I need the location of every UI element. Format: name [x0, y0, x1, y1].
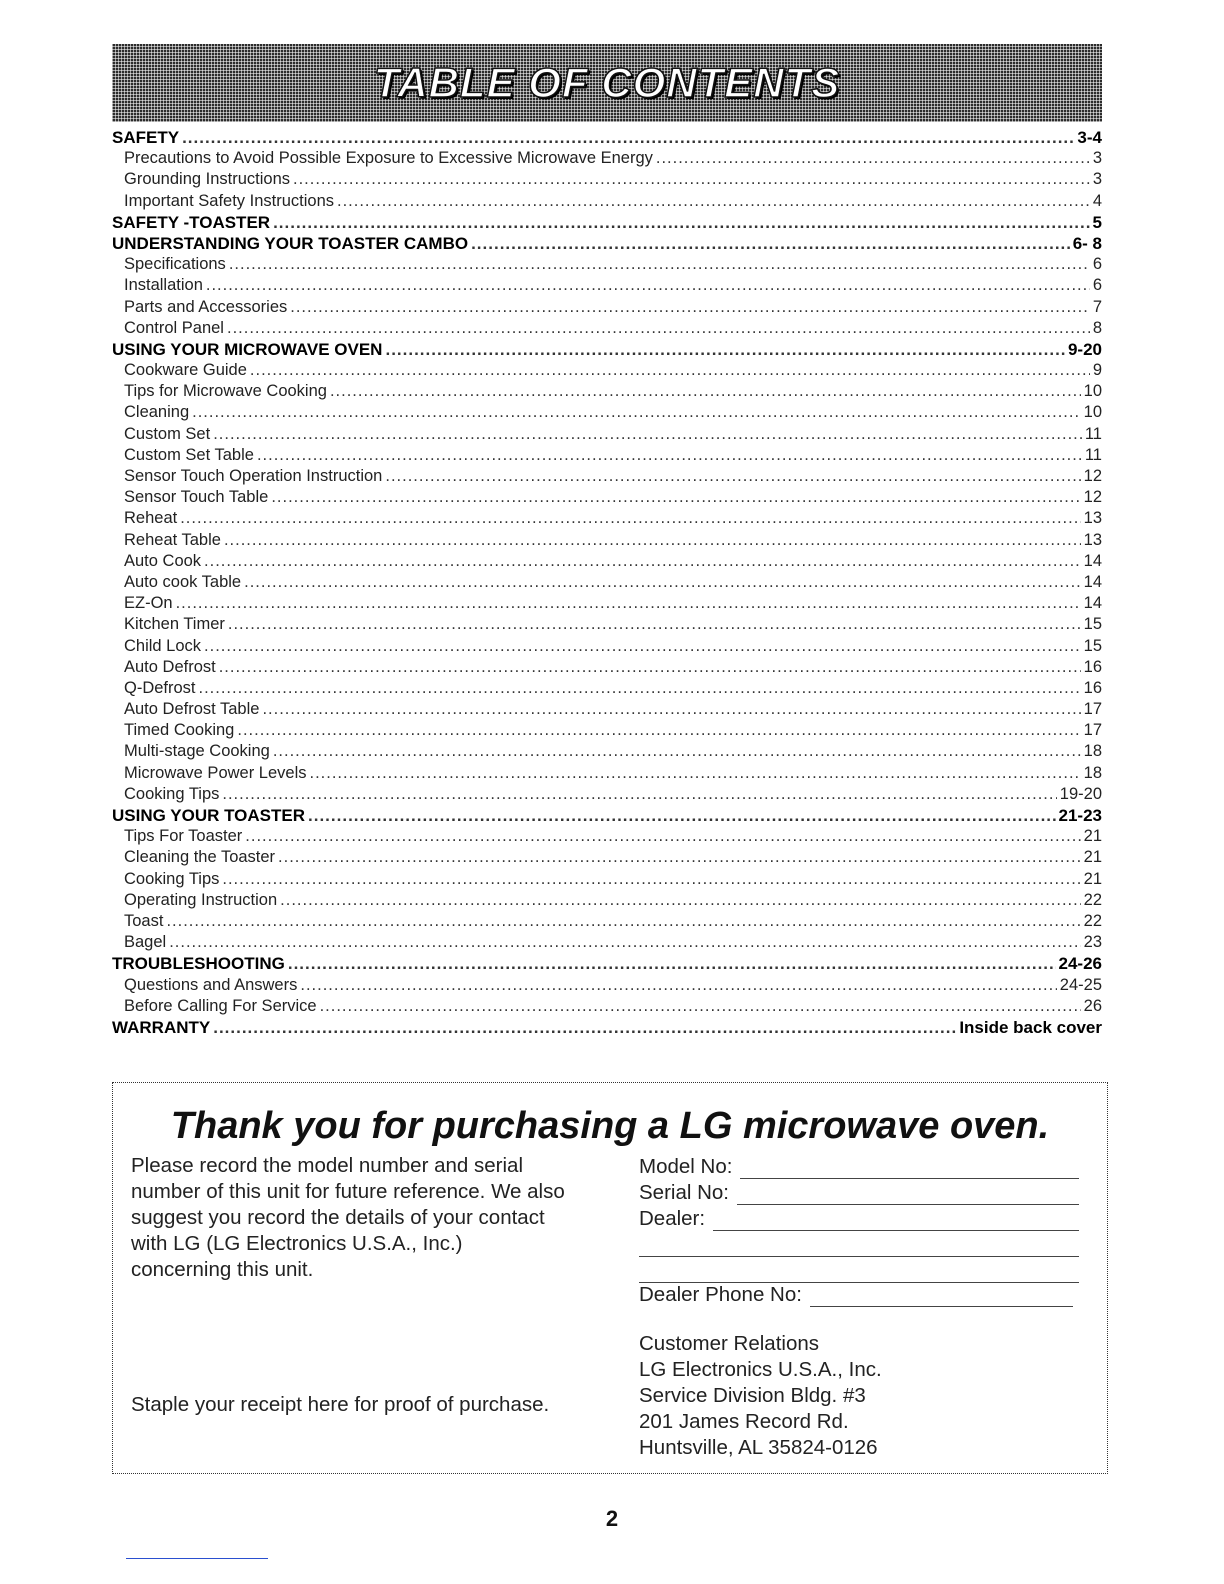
toc-entry-page: 14 [1083, 572, 1102, 591]
dot-leader [385, 339, 1065, 360]
dot-leader [280, 890, 1080, 911]
toc-entry-title: Reheat Table [124, 530, 221, 549]
toc-entry-page: 23 [1083, 933, 1102, 952]
toc-entry-title: Installation [124, 276, 203, 295]
toc-entry-title: USING YOUR TOASTER [112, 806, 306, 825]
toc-entry-page: 4 [1092, 191, 1102, 210]
record-instructions-line: with LG (LG Electronics U.S.A., Inc.) [131, 1232, 463, 1255]
toc-subsection-entry [112, 254, 1102, 275]
toc-entry-title: Tips for Microwave Cooking [124, 382, 327, 401]
dealer-blank-line[interactable] [639, 1231, 1079, 1257]
dealer-field[interactable] [639, 1205, 1079, 1231]
toc-subsection-entry [112, 318, 1102, 339]
toc-subsection-entry [112, 763, 1102, 784]
serial-number-line[interactable] [737, 1186, 1079, 1205]
dot-leader [337, 191, 1090, 212]
toc-entry-title: SAFETY -TOASTER [112, 212, 271, 232]
serial-number-label: Serial No: [639, 1181, 730, 1204]
toc-subsection-entry [112, 890, 1102, 911]
thank-you-title: Thank you for purchasing a LG microwave oven. [170, 1105, 1050, 1147]
toc-entry-page: 10 [1083, 403, 1102, 422]
dot-leader [471, 233, 1070, 254]
model-number-label: Model No: [639, 1155, 733, 1178]
toc-subsection-entry [112, 996, 1102, 1017]
dot-leader [229, 254, 1090, 275]
dot-leader [237, 720, 1080, 741]
toc-subsection-entry [112, 191, 1102, 212]
dealer-phone-label: Dealer Phone No: [639, 1283, 802, 1306]
toc-subsection-entry [112, 360, 1102, 381]
toc-entry-page: 3 [1092, 149, 1102, 168]
address-line: Customer Relations [639, 1332, 820, 1355]
toc-subsection-entry [112, 487, 1102, 508]
model-number-field[interactable] [639, 1153, 1079, 1179]
dot-leader [262, 699, 1080, 720]
toc-entry-title: Important Safety Instructions [124, 191, 335, 210]
toc-entry-page: 21-23 [1058, 806, 1102, 825]
dealer-blank-line[interactable] [639, 1257, 1079, 1283]
toc-entry-title: Kitchen Timer [124, 615, 225, 634]
toc-entry-title: Child Lock [124, 636, 202, 655]
dot-leader [385, 466, 1080, 487]
dot-leader [330, 381, 1081, 402]
toc-subsection-entry [112, 720, 1102, 741]
dot-leader [176, 593, 1081, 614]
dot-leader [273, 741, 1081, 762]
toc-entry-title: TROUBLESHOOTING [112, 954, 285, 974]
toc-subsection-entry [112, 657, 1102, 678]
toc-entry-page: Inside back cover [959, 1017, 1102, 1037]
toc-entry-page: 18 [1083, 742, 1102, 761]
toc-entry-page: 6 [1092, 255, 1102, 274]
toc-entry-title: Multi-stage Cooking [124, 742, 270, 761]
dot-leader [213, 424, 1082, 445]
dot-leader [182, 127, 1074, 148]
dot-leader [656, 148, 1090, 169]
model-number-line[interactable] [740, 1160, 1079, 1179]
toc-entry-title: Cookware Guide [124, 361, 247, 380]
record-fields [639, 1153, 1079, 1283]
toc-entry-title: USING YOUR MICROWAVE OVEN [112, 339, 383, 359]
dot-leader [227, 318, 1090, 339]
toc-subsection-entry [112, 424, 1102, 445]
toc-subsection-entry [112, 636, 1102, 657]
toc-subsection-entry [112, 508, 1102, 529]
serial-number-field[interactable] [639, 1179, 1079, 1205]
toc-subsection-entry [112, 148, 1102, 169]
toc-subsection-entry [112, 551, 1102, 572]
toc-entry-title: Specifications [124, 255, 226, 274]
dot-leader [244, 572, 1081, 593]
toc-entry-page: 7 [1092, 297, 1102, 316]
dot-leader [290, 297, 1090, 318]
dot-leader [250, 360, 1090, 381]
toc-section-entry [112, 127, 1102, 148]
toc-entry-title: Precautions to Avoid Possible Exposure to Excessive Microwave Energy [124, 149, 653, 168]
toc-entry-page: 3 [1092, 170, 1102, 189]
dot-leader [219, 657, 1081, 678]
customer-relations-address [639, 1331, 882, 1461]
record-instructions [131, 1153, 591, 1283]
record-instructions-line: suggest you record the details of your contact [131, 1206, 545, 1229]
toc-entry-title: Before Calling For Service [124, 996, 317, 1015]
toc-subsection-entry [112, 699, 1102, 720]
toc-entry-title: EZ-On [124, 594, 173, 613]
dot-leader [309, 763, 1080, 784]
record-instructions-line: Please record the model number and serial [131, 1154, 523, 1177]
page-number: 2 [605, 1506, 619, 1531]
toc-subsection-entry [112, 169, 1102, 190]
dot-leader [206, 275, 1090, 296]
dot-leader [222, 869, 1080, 890]
dot-leader [180, 508, 1080, 529]
toc-entry-title: Reheat [124, 509, 178, 528]
toc-subsection-entry [112, 466, 1102, 487]
dot-leader [320, 996, 1081, 1017]
toc-entry-title: Tips For Toaster [124, 827, 243, 846]
toc-subsection-entry [112, 975, 1102, 996]
toc-entry-title: Cleaning [124, 403, 190, 422]
toc-subsection-entry [112, 593, 1102, 614]
toc-entry-title: Control Panel [124, 318, 224, 337]
record-instructions-line: number of this unit for future reference. We also [131, 1180, 565, 1203]
toc-entry-title: Cooking Tips [124, 784, 220, 803]
dot-leader [199, 678, 1081, 699]
footer-rule [126, 1558, 268, 1559]
toc-entry-page: 11 [1084, 445, 1102, 464]
toc-entry-page: 19-20 [1059, 784, 1102, 803]
toc-entry-page: 24-25 [1059, 975, 1102, 994]
toc-subsection-entry [112, 297, 1102, 318]
toc-entry-page: 21 [1083, 848, 1102, 867]
toc-entry-title: Microwave Power Levels [124, 763, 307, 782]
record-instructions-line: concerning this unit. [131, 1258, 314, 1281]
toc-subsection-entry [112, 911, 1102, 932]
toc-entry-page: 15 [1083, 615, 1102, 634]
toc-section-entry [112, 953, 1102, 974]
toc-entry-page: 13 [1083, 530, 1102, 549]
dot-leader [288, 953, 1056, 974]
toc-entry-title: UNDERSTANDING YOUR TOASTER CAMBO [112, 233, 469, 253]
toc-entry-title: Auto Cook [124, 551, 202, 570]
thank-you-box [112, 1082, 1108, 1474]
dot-leader [166, 911, 1080, 932]
dot-leader [228, 614, 1081, 635]
toc-subsection-entry [112, 530, 1102, 551]
toc-entry-page: 14 [1083, 551, 1102, 570]
toc-entry-page: 3-4 [1077, 128, 1102, 147]
toc-entry-page: 8 [1092, 318, 1102, 337]
dot-leader [222, 784, 1056, 805]
toc-section-entry [112, 805, 1102, 826]
toc-banner [112, 44, 1102, 122]
dealer-phone-line[interactable] [810, 1288, 1073, 1307]
toc-entry-title: Operating Instruction [124, 890, 278, 909]
toc-entry-page: 16 [1083, 657, 1102, 676]
toc-entry-page: 22 [1083, 890, 1102, 909]
dealer-phone-field[interactable] [639, 1281, 1073, 1307]
toc-entry-page: 10 [1083, 382, 1102, 401]
staple-receipt-note: Staple your receipt here for proof of purchase. [131, 1393, 550, 1416]
dot-leader [257, 445, 1082, 466]
dot-leader [300, 975, 1056, 996]
toc-entry-page: 15 [1083, 636, 1102, 655]
dot-leader [308, 805, 1056, 826]
toc-entry-page: 16 [1083, 678, 1102, 697]
toc-entry-title: Custom Set [124, 424, 211, 443]
toc-subsection-entry [112, 445, 1102, 466]
toc-entry-title: Toast [124, 911, 164, 930]
toc-entry-title: WARRANTY [112, 1017, 211, 1037]
dot-leader [213, 1017, 956, 1038]
dot-leader [169, 932, 1080, 953]
dot-leader [204, 636, 1081, 657]
toc-entry-title: Q-Defrost [124, 678, 196, 697]
toc-entry-title: Custom Set Table [124, 445, 254, 464]
toc-entry-page: 14 [1083, 594, 1102, 613]
toc-entry-page: 18 [1083, 763, 1102, 782]
toc-entry-page: 21 [1083, 869, 1102, 888]
toc-entry-page: 21 [1083, 827, 1102, 846]
toc-entry-page: 9-20 [1067, 339, 1102, 359]
dot-leader [293, 169, 1090, 190]
toc-subsection-entry [112, 847, 1102, 868]
toc-entry-title: Questions and Answers [124, 975, 298, 994]
toc-entry-title: SAFETY [112, 128, 180, 147]
table-of-contents [112, 127, 1102, 1038]
toc-section-entry [112, 233, 1102, 254]
toc-entry-page: 12 [1083, 467, 1102, 485]
dot-leader [204, 551, 1081, 572]
toc-entry-page: 17 [1083, 700, 1102, 719]
toc-entry-title: Bagel [124, 933, 167, 952]
dealer-line[interactable] [713, 1212, 1079, 1231]
toc-entry-page: 11 [1084, 424, 1102, 443]
toc-subsection-entry [112, 572, 1102, 593]
toc-subsection-entry [112, 741, 1102, 762]
toc-subsection-entry [112, 614, 1102, 635]
toc-entry-page: 6- 8 [1072, 233, 1102, 253]
toc-entry-page: 12 [1083, 488, 1102, 507]
toc-subsection-entry [112, 826, 1102, 847]
address-line: LG Electronics U.S.A., Inc. [639, 1358, 882, 1381]
dot-leader [224, 530, 1081, 551]
toc-subsection-entry [112, 932, 1102, 953]
toc-entry-title: Sensor Touch Table [124, 488, 269, 507]
dot-leader [245, 826, 1080, 847]
toc-entry-page: 17 [1083, 721, 1102, 740]
toc-entry-title: Auto Defrost [124, 657, 216, 676]
toc-entry-title: Auto cook Table [124, 572, 242, 591]
toc-subsection-entry [112, 402, 1102, 423]
page-title: TABLE OF CONTENTS [373, 59, 841, 106]
toc-subsection-entry [112, 784, 1102, 805]
dot-leader [271, 487, 1080, 508]
toc-subsection-entry [112, 275, 1102, 296]
toc-entry-title: Cooking Tips [124, 869, 220, 888]
toc-section-entry [112, 1017, 1102, 1038]
toc-entry-page: 22 [1083, 911, 1102, 930]
toc-entry-title: Timed Cooking [124, 721, 235, 740]
toc-section-entry [112, 212, 1102, 233]
toc-subsection-entry [112, 678, 1102, 699]
address-line: 201 James Record Rd. [639, 1410, 849, 1433]
toc-entry-page: 5 [1092, 212, 1102, 232]
dealer-label: Dealer: [639, 1207, 706, 1230]
toc-entry-page: 13 [1083, 509, 1102, 528]
dot-leader [278, 847, 1081, 868]
toc-entry-title: Grounding Instructions [124, 170, 291, 189]
address-line: Service Division Bldg. #3 [639, 1384, 866, 1407]
toc-entry-page: 26 [1083, 996, 1102, 1015]
address-line: Huntsville, AL 35824-0126 [639, 1436, 878, 1459]
toc-entry-title: Parts and Accessories [124, 297, 288, 316]
dot-leader [273, 212, 1089, 233]
toc-section-entry [112, 339, 1102, 360]
toc-entry-page: 24-26 [1058, 954, 1102, 974]
toc-entry-page: 6 [1092, 276, 1102, 295]
toc-entry-title: Sensor Touch Operation Instruction [124, 467, 383, 485]
toc-entry-title: Cleaning the Toaster [124, 848, 276, 867]
toc-subsection-entry [112, 869, 1102, 890]
dot-leader [192, 402, 1081, 423]
toc-entry-page: 9 [1092, 361, 1102, 380]
toc-subsection-entry [112, 381, 1102, 402]
toc-entry-title: Auto Defrost Table [124, 700, 260, 719]
